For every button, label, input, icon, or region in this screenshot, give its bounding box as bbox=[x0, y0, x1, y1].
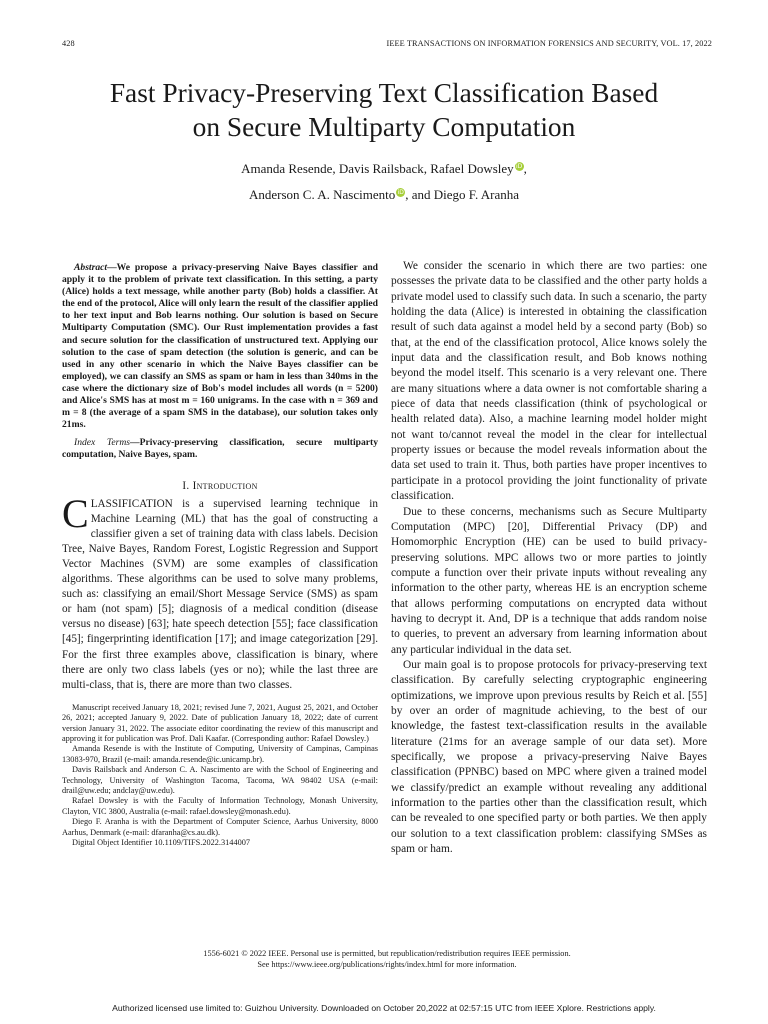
index-terms-dash: — bbox=[130, 437, 140, 449]
section-title: Introduction bbox=[192, 479, 258, 492]
author-names-2-end: , and Diego F. Aranha bbox=[405, 187, 519, 202]
title-line-1: Fast Privacy-Preserving Text Classification Based bbox=[109, 78, 659, 108]
footnotes bbox=[62, 703, 378, 849]
license-notice: Authorized licensed use limited to: Guizhou University. Downloaded on October 20,2022 at 02:57:15 UTC from IEEE Xplore. Restrictions apply. bbox=[112, 1003, 656, 1013]
orcid-icon[interactable]: iD bbox=[397, 188, 404, 196]
left-column bbox=[62, 262, 378, 849]
running-header bbox=[62, 39, 712, 48]
copyright-line-2: See https://www.ieee.org/publications/rights/index.html for more information. bbox=[257, 960, 517, 969]
section-number: I. bbox=[182, 479, 193, 492]
intro-paragraph bbox=[62, 490, 378, 693]
abstract-label: Abstract bbox=[74, 262, 108, 273]
index-terms-text: Privacy-preserving classification, secure multiparty computation, Naive Bayes, spam. bbox=[62, 437, 379, 461]
body-paragraph: Our main goal is to propose protocols for privacy-preserving text classification. By carefully selecting cryptographic engineering optimizations, we improve upon previous results by Reich et al. [55] by over an order of magnitude achieving, to the best of our knowledge, the fastest text-classification results in the available literature (21ms for an average sample of our data set). More specifically, we propose a privacy-preserving Naive Bayes classification (PPNBC) based on MPC where given a trained model we classify/predict an example without revealing any additional information to the parties other than the classification result, which can be revealed to one specified party or both parties. We then apply our solution to a text classification problem: classifying SMSes as spam or ham. bbox=[391, 658, 707, 856]
abstract bbox=[62, 262, 378, 431]
author-list bbox=[0, 156, 768, 208]
footnote-affiliation: Amanda Resende is with the Institute of Computing, University of Campinas, Campinas 13083-970, Brazil (e-mail: amanda.resende@ic.unicamp.br). bbox=[62, 744, 378, 764]
author-names-2: Anderson C. A. Nascimento bbox=[248, 187, 396, 202]
title-line-2: on Secure Multiparty Computation bbox=[192, 112, 576, 142]
footnote-affiliation: Davis Railsback and Anderson C. A. Nascimento are with the School of Engineering and Technology, University of Washington Tacoma, Tacoma, WA 98402 USA (e-mail: drail@uw.edu; andclay@uw.edu). bbox=[62, 765, 378, 796]
journal-name: IEEE TRANSACTIONS ON INFORMATION FORENSICS AND SECURITY, VOL. 17, 2022 bbox=[386, 39, 712, 48]
orcid-icon[interactable]: iD bbox=[516, 162, 523, 170]
footnote-doi: Digital Object Identifier 10.1109/TIFS.2022.3144007 bbox=[72, 838, 251, 848]
author-line-1 bbox=[0, 156, 768, 182]
intro-text: LASSIFICATION is a supervised learning technique in Machine Learning (ML) that has the goal of constructing a classifier given a set of training data with class labels. Decision Tree, Naive Bayes, Random Forest, Logistic Regression and Support Vector Machines (SVM) are some examples of classification algorithms. These algorithms can be used to solve many problems, such as: classifying an email/Short Message Service (SMS) as spam or ham (not spam) [5]; diagnosis of a medical condition (disease versus no disease) [63]; hate speech detection [55]; face classification [45]; fingerprinting identification [17]; and image categorization [29]. For the first three examples above, classification is binary, where there are only two class labels (yes or no); while the last three are multi-class, that is, there are more than two classes. bbox=[62, 497, 378, 691]
drop-cap: C bbox=[62, 490, 89, 536]
right-column bbox=[391, 259, 707, 857]
copyright-line-1: 1556-6021 © 2022 IEEE. Personal use is permitted, but republication/redistribution requires IEEE permission. bbox=[203, 949, 571, 958]
copyright-notice bbox=[62, 948, 712, 970]
footnote-manuscript: Manuscript received January 18, 2021; revised June 7, 2021, August 25, 2021, and October 26, 2021; accepted January 9, 2022. Date of publication January 18, 2022; date of current version January 31, 2022. The associate editor coordinating the review of this manuscript and approving it for publication was Prof. Dali Kaafar. (Corresponding author: Rafael Dowsley.) bbox=[62, 702, 378, 744]
body-paragraph: We consider the scenario in which there are two parties: one possesses the private data to be classified and the other party holds a private model used to classify such data. In such a scenario, the party holding the data (Alice) is interested in obtaining the classification result of such data against a model held by a second party (Bob) so that, at the end of the classification protocol, Alice knows solely the input data and the classification result, and Bob knows nothing beyond the model itself. This scenario is a very relevant one. There are many situations where a data owner is not comfortable sharing a piece of data that needs classification (think of psychological or health related data). Also, a machine learning model holder might not want to/cannot reveal the model in the clear for intellectual property issues or because the model reveals information about the data set used to train it. Thus, both parties have proper incentives to participate in a protocol providing the joint functionality of private classification. bbox=[391, 260, 707, 503]
author-sep: , bbox=[523, 161, 527, 176]
footnote-affiliation: Diego F. Aranha is with the Department of Computer Science, Aarhus University, 8000 Aarhus, Denmark (e-mail: dfaranha@cs.au.dk). bbox=[62, 817, 378, 837]
index-terms-label: Index Terms bbox=[74, 437, 131, 449]
section-heading bbox=[62, 479, 378, 494]
abstract-text: We propose a privacy-preserving Naive Bayes classifier and apply it to the problem of private text classification. In this setting, a party (Alice) holds a text message, while another party (Bob) holds a classifier. At the end of the protocol, Alice will only learn the result of the classifier applied to her text input and Bob learns nothing. Our solution is based on Secure Multiparty Computation (SMC). Our Rust implementation provides a fast and secure solution for the classification of unstructured text. Applying our solution to the case of spam detection (the solution is generic, and can be used in any other scenario in which the Naive Bayes classifier can be employed), we can classify an SMS as spam or ham in less than 340ms in the case where the dictionary size of Bob's model includes all words (n = 5200) and Alice's SMS has at most m = 160 unigrams. In the case with n = 369 and m = 8 (the average of a spam SMS in the database), our solution takes only 21ms. bbox=[62, 262, 378, 431]
paper-title bbox=[0, 76, 768, 144]
index-terms bbox=[62, 437, 378, 461]
body-paragraph: Due to these concerns, mechanisms such as Secure Multiparty Computation (MPC) [20], Differential Privacy (DP) and Homomorphic Encryption (HE) can be used to build privacy-preserving solutions. MPC allows two or more parties to jointly compute a function over their private inputs without revealing any information to the other party, whereas HE is an encryption scheme that allows performing computations on encrypted data without having to decrypt it. And, DP is a technique that adds random noise to queries, to prevent an adversary from learning information about any particular individual in the data set. bbox=[391, 505, 707, 656]
author-line-2 bbox=[0, 182, 768, 208]
footnote-affiliation: Rafael Dowsley is with the Faculty of Information Technology, Monash University, Clayton, VIC 3800, Australia (e-mail: rafael.dowsley@monash.edu). bbox=[62, 796, 378, 816]
page-number: 428 bbox=[62, 39, 75, 48]
author-names-1: Amanda Resende, Davis Railsback, Rafael Dowsley bbox=[241, 161, 514, 176]
abstract-dash: — bbox=[107, 262, 117, 273]
